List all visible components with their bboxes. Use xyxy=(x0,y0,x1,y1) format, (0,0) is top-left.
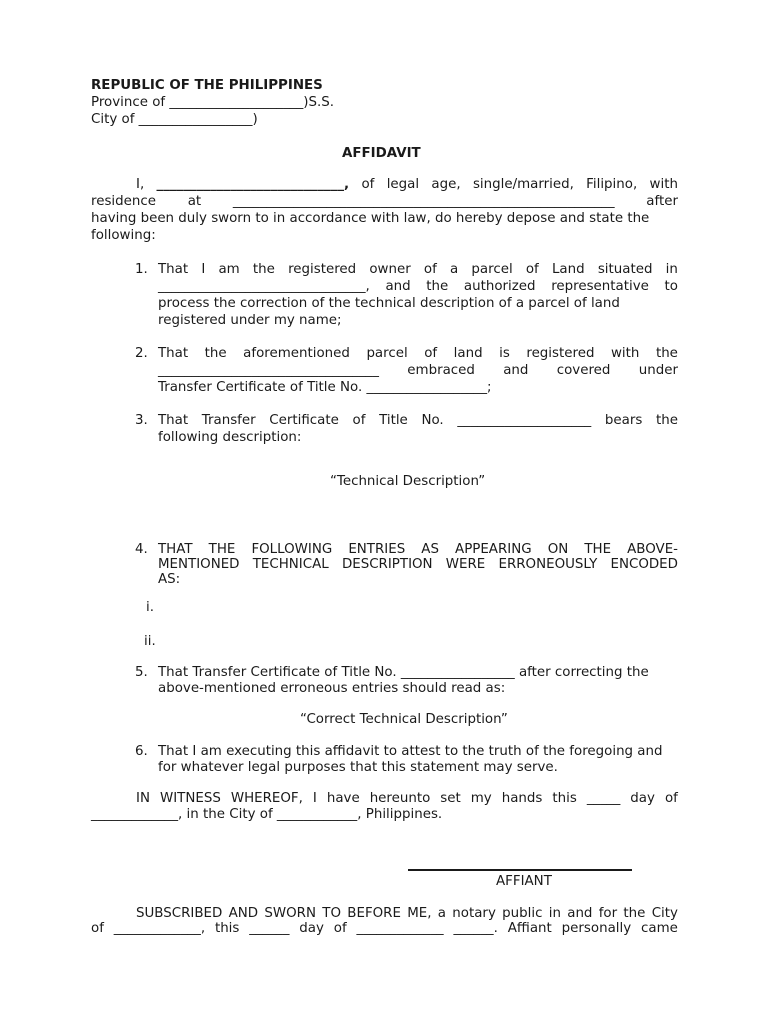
item-2-line-3: Transfer Certificate of Title No. __________________; xyxy=(158,380,492,395)
technical-description-placeholder: “Technical Description” xyxy=(330,474,486,489)
sub-entry-i: i. xyxy=(146,600,154,615)
item-2-line-2: _________________________________ embraced and covered under xyxy=(158,363,678,378)
item-1-line-3: process the correction of the technical description of a parcel of land xyxy=(158,296,620,311)
item-2-number: 2. xyxy=(135,346,148,361)
item-1-line-1: That I am the registered owner of a parcel of Land situated in xyxy=(158,262,678,277)
item-1-line-2: _______________________________, and the authorized representative to xyxy=(158,279,678,294)
correct-description-placeholder: “Correct Technical Description” xyxy=(300,712,508,727)
item-5-number: 5. xyxy=(135,665,148,680)
item-6-line-2: for whatever legal purposes that this statement may serve. xyxy=(158,760,558,775)
intro-line-4: following: xyxy=(91,228,156,243)
intro-line-2: residence at _________________________________________________________ after xyxy=(91,194,678,209)
item-3-number: 3. xyxy=(135,413,148,428)
witness-line-2: _____________, in the City of ____________, Philippines. xyxy=(91,807,443,822)
affiant-label: AFFIANT xyxy=(496,874,552,889)
item-6-number: 6. xyxy=(135,744,148,759)
item-5-line-2: above-mentioned erroneous entries should read as: xyxy=(158,681,506,696)
sub-entry-ii: ii. xyxy=(144,634,156,649)
item-3-line-2: following description: xyxy=(158,430,302,445)
document-title: AFFIDAVIT xyxy=(342,146,421,161)
item-1-number: 1. xyxy=(135,262,148,277)
item-4-line-2: MENTIONED TECHNICAL DESCRIPTION WERE ERRONEOUSLY ENCODED xyxy=(158,557,678,572)
jurat-line-1: SUBSCRIBED AND SWORN TO BEFORE ME, a notary public in and for the City xyxy=(136,906,678,921)
city-line: City of _________________) xyxy=(91,112,258,127)
jurat-line-2: of _____________, this ______ day of _____________ ______. Affiant personally came xyxy=(91,921,678,936)
witness-line-1: IN WITNESS WHEREOF, I have hereunto set my hands this _____ day of xyxy=(136,791,678,806)
item-6-line-1: That I am executing this affidavit to attest to the truth of the foregoing and xyxy=(158,744,663,759)
intro-line-3: having been duly sworn to in accordance with law, do hereby depose and state the xyxy=(91,211,650,226)
republic-heading: REPUBLIC OF THE PHILIPPINES xyxy=(91,78,323,93)
item-5-line-1: That Transfer Certificate of Title No. _________________ after correcting the xyxy=(158,665,649,680)
item-2-line-1: That the aforementioned parcel of land is registered with the xyxy=(158,346,678,361)
item-4-line-1: THAT THE FOLLOWING ENTRIES AS APPEARING ON THE ABOVE- xyxy=(158,542,678,557)
intro-line-1: I, ____________________________, of legal age, single/married, Filipino, with xyxy=(136,177,678,192)
affiant-signature-line xyxy=(408,869,632,871)
province-line: Province of ____________________)S.S. xyxy=(91,95,335,110)
item-3-line-1: That Transfer Certificate of Title No. ____________________ bears the xyxy=(158,413,678,428)
item-4-line-3: AS: xyxy=(158,572,181,587)
item-1-line-4: registered under my name; xyxy=(158,313,342,328)
item-4-number: 4. xyxy=(135,542,148,557)
